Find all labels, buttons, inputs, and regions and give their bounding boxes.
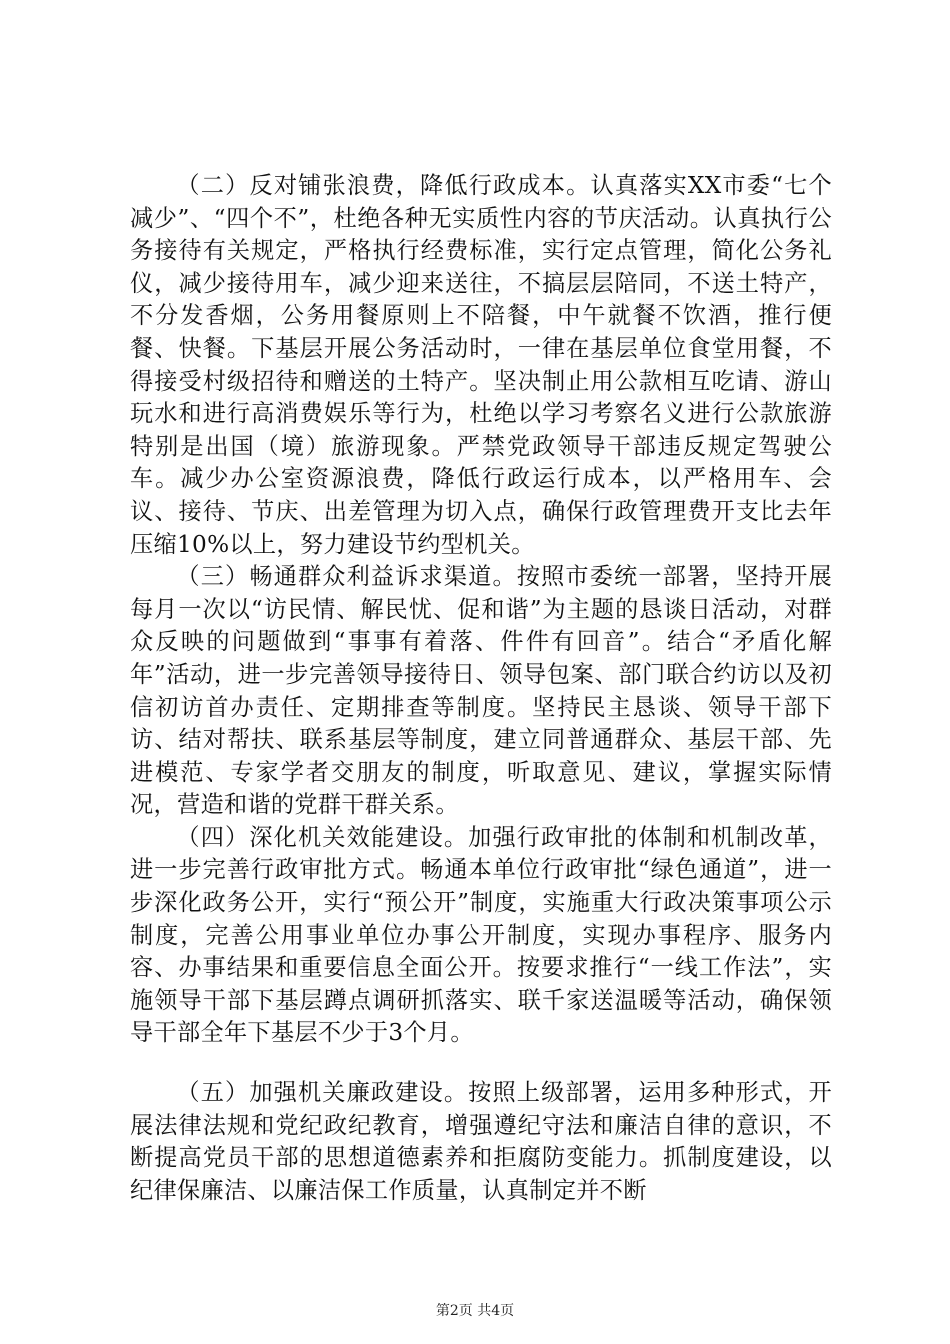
paragraph-gap <box>130 1050 832 1077</box>
paragraph-public-appeals: （三）畅通群众利益诉求渠道。按照市委统一部署，坚持开展每月一次以“访民情、解民忧、促和谐”为主题的恳谈日活动，对群众反映的问题做到“事事有着落、件件有回音”。结合“矛盾化解年”活动，进一步完善领导接待日、领导包案、部门联合约访以及初信初访首办责任、定期排查等制度。坚持民主恳谈、领导干部下访、结对帮扶、联系基层等制度，建立同普通群众、基层干部、先进模范、专家学者交朋友的制度，听取意见、建议，掌握实际情况，营造和谐的党群干群关系。 <box>130 563 832 819</box>
paragraph-efficiency: （四）深化机关效能建设。加强行政审批的体制和机制改革，进一步完善行政审批方式。畅通本单位行政审批“绿色通道”，进一步深化政务公开，实行“预公开”制度，实施重大行政决策事项公示制度，完善公用事业单位办事公开制度，实现办事程序、服务内容、办事结果和重要信息全面公开。按要求推行“一线工作法”，实施领导干部下基层蹲点调研抓落实、联千家送温暖等活动，确保领导干部全年下基层不少于3个月。 <box>130 823 832 1047</box>
document-body <box>130 170 832 1207</box>
paragraph-integrity: （五）加强机关廉政建设。按照上级部署，运用多种形式，开展法律法规和党纪政纪教育，增强遵纪守法和廉洁自律的意识，不断提高党员干部的思想道德素养和拒腐防变能力。抓制度建设，以纪律保廉洁、以廉洁保工作质量，认真制定并不断 <box>130 1079 832 1204</box>
page-number-footer: 第2页 共4页 <box>435 1303 515 1319</box>
paragraph-reduce-waste: （二）反对铺张浪费，降低行政成本。认真落实XX市委“七个减少”、“四个不”，杜绝各种无实质性内容的节庆活动。认真执行公务接待有关规定，严格执行经费标准，实行定点管理，简化公务礼仪，减少接待用车，减少迎来送往，不搞层层陪同，不送土特产，不分发香烟，公务用餐原则上不陪餐，中午就餐不饮酒，推行便餐、快餐。下基层开展公务活动时，一律在基层单位食堂用餐，不得接受村级招待和赠送的土特产。坚决制止用公款相互吃请、游山玩水和进行高消费娱乐等行为，杜绝以学习考察名义进行公款旅游特别是出国（境）旅游现象。严禁党政领导干部违反规定驾驶公车。减少办公室资源浪费，降低行政运行成本，以严格用车、会议、接待、节庆、出差管理为切入点，确保行政管理费开支比去年压缩10%以上，努力建设节约型机关。 <box>130 172 832 558</box>
